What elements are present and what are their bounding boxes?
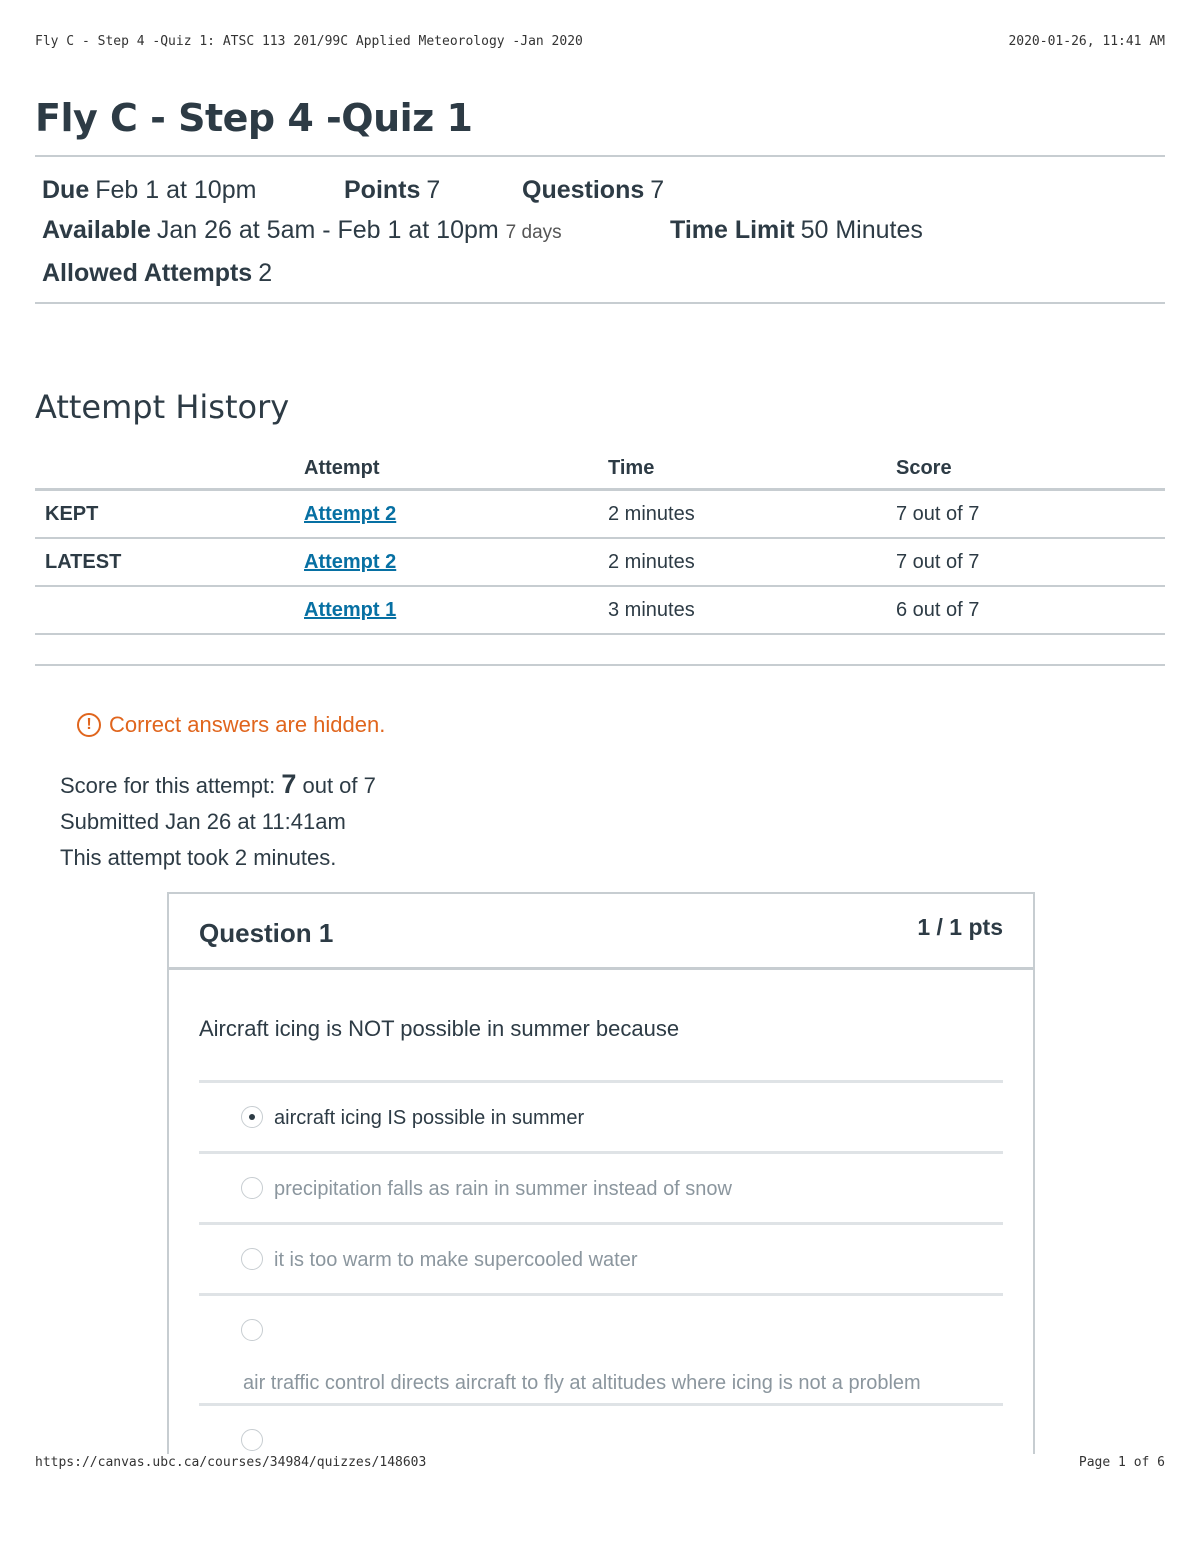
score-prefix: Score for this attempt: [60,773,276,798]
radio-icon[interactable] [241,1319,263,1341]
answer-option [199,1222,1003,1293]
col-header-attempt: Attempt [304,448,608,490]
radio-selected-icon[interactable] [241,1106,263,1128]
attempt-link[interactable]: Attempt 1 [304,598,397,621]
alert-text: Correct answers are hidden. [109,712,386,737]
history-divider [35,664,1165,666]
row-label: LATEST [35,538,304,586]
row-label [35,586,304,634]
col-header-label [35,448,304,490]
available-duration: 7 days [505,222,562,243]
attempt-summary [60,766,376,876]
duration-text: This attempt took 2 minutes. [60,845,337,870]
questions-label: Questions [522,176,645,204]
attempt-time: 2 minutes [608,490,896,539]
due-value: Feb 1 at 10pm [95,176,257,204]
questions-value: 7 [650,176,665,204]
print-page-number: Page 1 of 6 [1078,1455,1165,1470]
question-header [169,894,1033,970]
submitted-text: Submitted Jan 26 at 11:41am [60,809,346,834]
radio-icon[interactable] [241,1429,263,1451]
points-label: Points [344,176,421,204]
attempt-history-table [35,448,1165,635]
attempt-score: 7 out of 7 [896,538,1165,586]
question-name: Question 1 [199,918,334,948]
print-footer [35,1455,1165,1473]
allowed-attempts-value: 2 [258,259,273,287]
quiz-details [42,170,923,293]
attempt-history-title: Attempt History [35,388,290,426]
radio-icon[interactable] [241,1248,263,1270]
available-label: Available [42,216,151,244]
radio-icon[interactable] [241,1177,263,1199]
answer-text: precipitation falls as rain in summer instead of snow [274,1178,732,1200]
correct-answers-hidden-alert [77,712,385,738]
exclamation-circle-icon: ! [77,713,101,737]
attempt-link[interactable]: Attempt 2 [304,550,397,573]
attempt-score: 6 out of 7 [896,586,1165,634]
details-divider [35,302,1165,304]
available-value: Jan 26 at 5am - Feb 1 at 10pm [156,216,499,244]
table-row [35,490,1165,539]
table-header-row [35,448,1165,490]
table-row [35,538,1165,586]
print-url: https://canvas.ubc.ca/courses/34984/quizzes/148603 [35,1455,427,1470]
score-suffix: out of 7 [302,773,376,798]
answer-text: it is too warm to make supercooled water [274,1249,638,1271]
attempt-time: 3 minutes [608,586,896,634]
table-row [35,586,1165,634]
print-header [35,34,1165,52]
score-value: 7 [281,769,297,799]
due-label: Due [42,176,90,204]
time-limit-label: Time Limit [670,216,795,244]
question-card [167,892,1035,1454]
answer-option [199,1293,1003,1403]
row-label: KEPT [35,490,304,539]
points-value: 7 [426,176,441,204]
answer-text: air traffic control directs aircraft to fly at altitudes where icing is not a problem [243,1372,921,1394]
attempt-link[interactable]: Attempt 2 [304,502,397,525]
print-doc-title: Fly C - Step 4 -Quiz 1: ATSC 113 201/99C Applied Meteorology -Jan 2020 [35,34,583,49]
answer-option [199,1403,1003,1454]
answer-option [199,1151,1003,1222]
answer-list [199,1080,1003,1454]
answer-text: aircraft icing IS possible in summer [274,1107,585,1129]
answer-option [199,1080,1003,1151]
attempt-score: 7 out of 7 [896,490,1165,539]
allowed-attempts-label: Allowed Attempts [42,259,253,287]
title-divider [35,155,1165,157]
question-text: Aircraft icing is NOT possible in summer because [199,1016,680,1041]
page-title: Fly C - Step 4 -Quiz 1 [35,96,473,140]
col-header-time: Time [608,448,896,490]
col-header-score: Score [896,448,1165,490]
time-limit-value: 50 Minutes [800,216,923,244]
print-timestamp: 2020-01-26, 11:41 AM [1008,34,1165,49]
attempt-time: 2 minutes [608,538,896,586]
question-points: 1 / 1 pts [917,914,1003,940]
